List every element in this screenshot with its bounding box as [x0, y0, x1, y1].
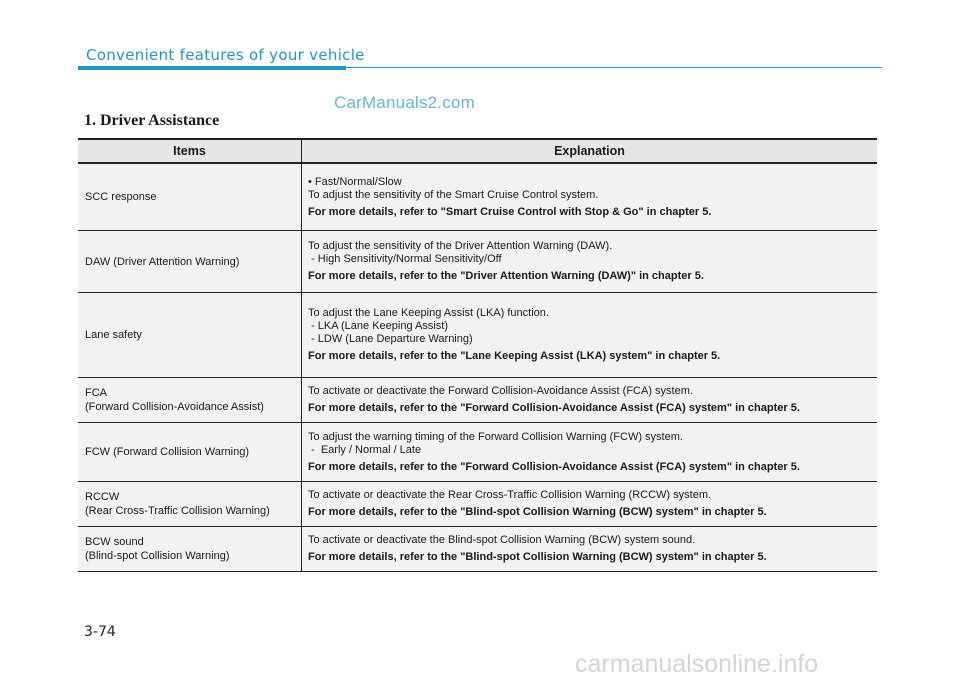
explanation-cell	[302, 231, 877, 292]
explanation-line: - LKA (Lane Keeping Assist)	[308, 320, 449, 332]
item-cell	[78, 482, 302, 526]
reference-note: For more details, refer to the "Forward Collision-Avoidance Assist (FCA) system" in chapter 5.	[308, 460, 800, 473]
item-label: Lane safety	[85, 329, 142, 341]
column-header-items: Items	[78, 140, 302, 162]
explanation-line: - LDW (Lane Departure Warning)	[308, 333, 473, 345]
reference-note: For more details, refer to the "Blind-spot Collision Warning (BCW) system" in chapter 5.	[308, 551, 767, 563]
item-cell	[78, 527, 302, 571]
explanation-line: - Early / Normal / Late	[308, 443, 422, 456]
item-label: SCC response	[85, 191, 157, 203]
page-number: 3-74	[84, 624, 116, 640]
explanation-line: - High Sensitivity/Normal Sensitivity/Off	[308, 253, 502, 265]
table-row	[78, 482, 877, 527]
reference-note: For more details, refer to the "Blind-spot Collision Warning (BCW) system" in chapter 5.	[308, 506, 767, 518]
table-row	[78, 164, 877, 231]
item-cell	[78, 164, 302, 230]
explanation-cell	[302, 423, 877, 481]
header-accent-bar	[78, 66, 346, 70]
table-row	[78, 293, 877, 378]
reference-note: For more details, refer to the "Lane Keeping Assist (LKA) system" in chapter 5.	[308, 350, 721, 362]
table-header-row	[78, 138, 877, 164]
item-label: FCA	[85, 387, 107, 399]
explanation-line: To activate or deactivate the Blind-spot Collision Warning (BCW) system sound.	[308, 534, 696, 546]
watermark-link-bottom[interactable]: carmanualsonline.info	[575, 650, 819, 678]
explanation-cell	[302, 482, 877, 526]
table-row	[78, 423, 877, 482]
watermark-link-top[interactable]: CarManuals2.com	[334, 93, 475, 112]
item-cell	[78, 423, 302, 481]
column-header-explanation: Explanation	[554, 144, 625, 158]
explanation-line: To activate or deactivate the Rear Cross-Traffic Collision Warning (RCCW) system.	[308, 489, 712, 501]
item-label: (Rear Cross-Traffic Collision Warning)	[85, 505, 270, 517]
reference-note: For more details, refer to "Smart Cruise Control with Stop & Go" in chapter 5.	[308, 205, 712, 218]
section-title: 1. Driver Assistance	[84, 112, 220, 129]
item-label: RCCW	[85, 491, 120, 503]
reference-note: For more details, refer to the "Forward Collision-Avoidance Assist (FCA) system" in chapter 5.	[308, 402, 800, 414]
item-label: (Blind-spot Collision Warning)	[85, 550, 230, 562]
explanation-cell	[302, 527, 877, 571]
explanation-line: To adjust the Lane Keeping Assist (LKA) function.	[308, 307, 549, 319]
chapter-header-title: Convenient features of your vehicle	[86, 46, 365, 64]
item-label: DAW (Driver Attention Warning)	[85, 255, 240, 268]
explanation-line: To adjust the sensitivity of the Driver Attention Warning (DAW).	[308, 240, 613, 252]
explanation-line: • Fast/Normal/Slow	[308, 175, 402, 188]
reference-note: For more details, refer to the "Driver Attention Warning (DAW)" in chapter 5.	[308, 270, 704, 282]
item-cell	[78, 231, 302, 292]
item-label: FCW (Forward Collision Warning)	[85, 446, 250, 458]
item-label: BCW sound	[85, 536, 144, 548]
item-cell	[78, 378, 302, 422]
table-row	[78, 527, 877, 572]
table-row	[78, 231, 877, 293]
driver-assistance-table	[78, 138, 877, 572]
item-cell	[78, 293, 302, 377]
explanation-cell	[302, 293, 877, 377]
explanation-line: To adjust the warning timing of the Forward Collision Warning (FCW) system.	[308, 430, 683, 443]
header-rule-line	[346, 67, 882, 68]
explanation-cell	[302, 378, 877, 422]
item-label: (Forward Collision-Avoidance Assist)	[85, 401, 264, 413]
explanation-line: To activate or deactivate the Forward Collision-Avoidance Assist (FCA) system.	[308, 385, 693, 397]
table-row	[78, 378, 877, 423]
explanation-cell	[302, 164, 877, 230]
explanation-line: To adjust the sensitivity of the Smart Cruise Control system.	[308, 188, 599, 201]
